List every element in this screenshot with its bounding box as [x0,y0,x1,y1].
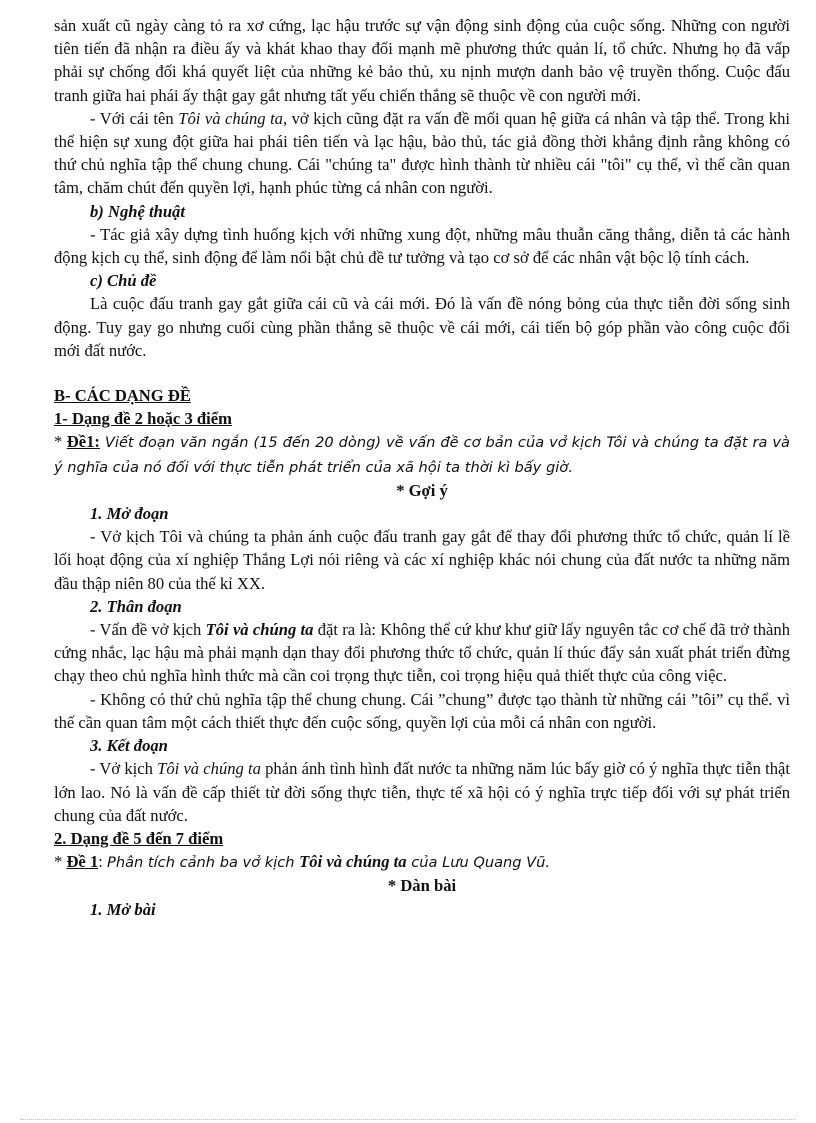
paragraph-toi-va-chung-ta: - Với cái tên Tôi và chúng ta, vở kịch cũng đặt ra vấn đề mối quan hệ giữa cá nhân và tập thể. Trong khi thể hiện sự xung đột giữa hai phái tiên tiến và lạc hậu, bảo thủ, tác giả đồng thời khẳng định rằng không có thứ chủ nghĩa tập thể chung chung. Cái "chúng ta" được hình thành từ nhiều cái "tôi" cụ thể, vì thế cần quan tâm, chăm chút đến quyền lợi, hạnh phúc từng cá nhân con người. [54,108,791,198]
section-heading-dang-de-1: 1- Dạng đề 2 hoặc 3 điểm [54,409,232,429]
title-bold-italic: Tôi và chúng ta [205,620,314,640]
heading-ket-doan: 3. Kết đoạn [90,736,168,756]
paragraph-intro: sản xuất cũ ngày càng tỏ ra xơ cứng, lạc hậu trước sự vận động sinh động của cuộc sống. Những con người tiên tiến đã nhận ra điều ấy và khát khao thay đổi mạnh mẽ phương thức quản lí, tổ chức. Nhưng họ đã vấp phải sự chống đối khá quyết liệt của những kẻ bảo thủ, xu nịnh mượn danh bảo vệ truyền thống. Cuộc đấu tranh giữa hai phái ấy thật gay gắt nhưng tất yếu chiến thắng sẽ thuộc về con người mới. [54,16,790,105]
paragraph-nghe-thuat: - Tác giả xây dựng tình huống kịch với những xung đột, những mâu thuẫn căng thẳng, diễn tả các hành động kịch cụ thể, sinh động để làm nổi bật chủ đề tư tưởng và tạo cơ sở để các nhân vật bộc lộ tính cách. [54,224,790,268]
de-1-label: Đề1: [66,432,100,452]
document-page [54,14,790,921]
paragraph-mo-doan: - Vở kịch Tôi và chúng ta phản ánh cuộc đấu tranh gay gắt để thay đổi phương thức tổ chức, quản lí lề lối hoạt động của xí nghiệp Thắng Lợi nói riêng và các xí nghiệp khác nói chung của đất nước ta những năm đầu thập niên 80 của thế kỉ XX. [54,527,790,593]
de-2-label: Đề 1 [66,852,99,872]
goi-y-heading: * Gợi ý [396,480,448,500]
title-italic: Tôi và chúng ta [157,759,261,779]
title-bold-italic: Tôi và chúng ta [299,852,407,872]
section-heading-b: B- CÁC DẠNG ĐỀ [54,386,191,406]
de-1-text: Viết đoạn văn ngắn (15 đến 20 dòng) về vấn đề cơ bản của vở kịch Tôi và chúng ta đặt ra và ý nghĩa của nó đối với thực tiễn phát triển của xã hội ta thời kì bấy giờ. [54,434,790,476]
paragraph-ket-doan: - Vở kịch Tôi và chúng ta phản ánh tình hình đất nước ta những năm lúc bấy giờ có ý nghĩa thực tiễn thật lớn lao. Nó là vấn đề cấp thiết từ đời sống thực tiễn, thực tế xã hội có ý nghĩa trực tiếp đối với sự phát triển chung của đất nước. [54,759,791,825]
heading-chu-de: c) Chủ đề [90,271,157,291]
dan-bai-heading: * Dàn bài [387,876,457,896]
heading-mo-bai: 1. Mở bài [90,899,156,919]
paragraph-chu-de: Là cuộc đấu tranh gay gắt giữa cái cũ và cái mới. Đó là vấn đề nóng bỏng của thực tiễn đời sống sinh động. Tuy gay go nhưng cuối cùng phần thắng sẽ thuộc về cái mới, cái tiến bộ góp phần vào công cuộc đổi mới đất nước. [54,294,790,360]
heading-mo-doan: 1. Mở đoạn [90,504,169,524]
title-italic: Tôi và chúng ta [178,108,283,128]
de-2-prompt: * Đề 1: Phân tích cảnh ba vở kịch Tôi và chúng ta của Lưu Quang Vũ. [54,852,551,872]
paragraph-than-doan-1: - Vấn đề vở kịch Tôi và chúng ta đặt ra là: Không thể cứ khư khư giữ lấy nguyên tắc cơ chế đã trở thành cứng nhắc, lạc hậu mà phải mạnh dạn thay đổi phương thức tổ chức, quản lí thúc đẩy sản xuất phát triển đừng chạy theo chủ nghĩa hình thức mà cần coi trọng thực tiễn, coi trọng hiệu quả thiết thực của công việc. [54,620,791,686]
page-bottom-rule [20,1119,796,1120]
paragraph-than-doan-2: - Không có thứ chủ nghĩa tập thể chung chung. Cái ”chung” được tạo thành từ những cái ”tôi” cụ thể. vì thế cần quan tâm một cách thiết thực đến cuộc sống, quyền lợi của mỗi cá nhân con người. [54,689,790,732]
heading-nghe-thuat: b) Nghệ thuật [90,201,185,221]
section-heading-dang-de-2: 2. Dạng đề 5 đến 7 điểm [54,828,224,848]
de-1-prompt: * Đề1: Viết đoạn văn ngắn (15 đến 20 dòng) về vấn đề cơ bản của vở kịch Tôi và chúng ta đặt ra và ý nghĩa của nó đối với thực tiễn phát triển của xã hội ta thời kì bấy giờ. [54,432,790,476]
heading-than-doan: 2. Thân đoạn [90,596,182,616]
